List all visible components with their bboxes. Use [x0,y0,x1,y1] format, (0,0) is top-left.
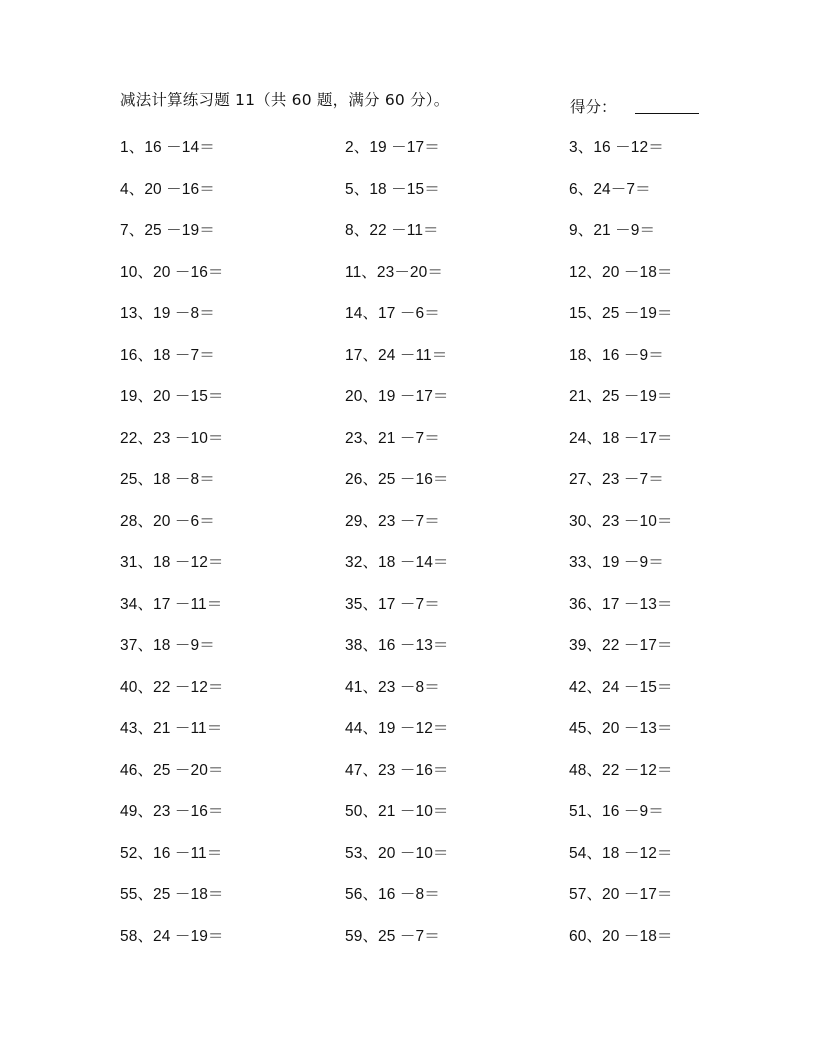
problem-item: 24、18 －17＝ [569,429,673,447]
problem-item: 44、19 －12＝ [345,720,449,737]
problem-item: 25、18 －8＝ [120,471,215,488]
problem-item: 54、18 －12＝ [569,844,673,862]
problem-item: 56、16 －8＝ [345,886,440,903]
problem-item: 18、16 －9＝ [569,346,664,364]
problem-item: 48、22 －12＝ [569,761,673,779]
problem-item: 16、18 －7＝ [120,346,215,364]
problem-item: 30、23 －10＝ [569,512,673,530]
problem-item: 13、19 －8＝ [120,305,215,322]
problem-item: 15、25 －19＝ [569,305,673,322]
problem-item: 4、20 －16＝ [120,180,215,198]
problem-item: 10、20 －16＝ [120,263,224,281]
problem-item: 23、21 －7＝ [345,429,440,447]
problem-item: 51、16 －9＝ [569,803,664,820]
problem-item: 2、19 －17＝ [345,139,440,156]
problem-item: 49、23 －16＝ [120,803,224,820]
problem-item: 45、20 －13＝ [569,720,673,737]
score-blank-line [635,99,699,114]
problem-item: 17、24 －11＝ [345,346,448,364]
problem-item: 32、18 －14＝ [345,554,449,571]
problem-item: 6、24－7＝ [569,180,651,198]
problem-item: 59、25 －7＝ [345,927,440,945]
problem-item: 60、20 －18＝ [569,927,673,945]
score-field [570,95,699,117]
problem-item: 50、21 －10＝ [345,803,449,820]
problem-item: 43、21 －11＝ [120,720,223,737]
problem-item: 37、18 －9＝ [120,637,215,654]
problem-item: 14、17 －6＝ [345,305,440,322]
problem-item: 55、25 －18＝ [120,886,224,903]
problem-item: 41、23 －8＝ [345,678,440,696]
problem-item: 8、22 －11＝ [345,222,439,239]
problem-item: 35、17 －7＝ [345,595,440,613]
problem-item: 1、16 －14＝ [120,139,215,156]
problem-item: 34、17 －11＝ [120,595,223,613]
problem-item: 46、25 －20＝ [120,761,224,779]
problem-item: 26、25 －16＝ [345,471,449,488]
problem-item: 36、17 －13＝ [569,595,673,613]
problem-item: 3、16 －12＝ [569,139,664,156]
problem-item: 52、16 －11＝ [120,844,223,862]
problem-item: 12、20 －18＝ [569,263,673,281]
score-label: 得分： [570,98,617,116]
problem-item: 9、21 －9＝ [569,222,656,239]
problem-item: 58、24 －19＝ [120,927,224,945]
problem-item: 21、25 －19＝ [569,388,673,405]
problem-item: 42、24 －15＝ [569,678,673,696]
problem-item: 29、23 －7＝ [345,512,440,530]
problem-item: 11、23－20＝ [345,263,443,281]
worksheet-title: 减法计算练习题 11（共 60 题，满分 60 分）。 [120,91,450,109]
problem-item: 27、23 －7＝ [569,471,664,488]
problem-item: 47、23 －16＝ [345,761,449,779]
problem-item: 20、19 －17＝ [345,388,449,405]
problem-item: 33、19 －9＝ [569,554,664,571]
problem-grid [120,136,720,966]
worksheet-header [120,88,720,118]
problem-item: 22、23 －10＝ [120,429,224,447]
problem-item: 31、18 －12＝ [120,554,224,571]
problem-item: 19、20 －15＝ [120,388,224,405]
problem-item: 38、16 －13＝ [345,637,449,654]
problem-item: 40、22 －12＝ [120,678,224,696]
problem-item: 5、18 －15＝ [345,180,440,198]
problem-item: 28、20 －6＝ [120,512,215,530]
problem-item: 7、25 －19＝ [120,222,215,239]
problem-item: 57、20 －17＝ [569,886,673,903]
problem-item: 53、20 －10＝ [345,844,449,862]
problem-item: 39、22 －17＝ [569,637,673,654]
